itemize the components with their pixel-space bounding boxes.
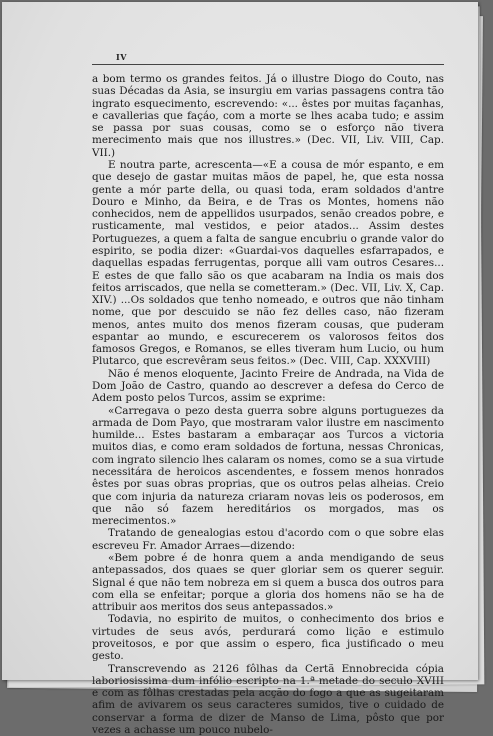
paragraph-todavia: Todavia, no espirito de muitos, o conhecimento dos brios e virtudes de seus avós, perdurará como lição e estimulo proveitosos, e por que assim o espero, fica justificado o meu gesto. [92, 613, 444, 662]
page-number: IV [116, 52, 127, 62]
paragraph-freire-intro: Não é menos eloquente, Jacinto Freire de Andrada, na Vida de Dom João de Castro, quando ao descrever a defesa do Cerco de Adem posto pelos Turcos, assim se exprime: [92, 368, 444, 405]
paragraph-genealogias: Tratando de genealogias estou d'acordo com o que sobre elas escreveu Fr. Amador Arraes—dizendo: [92, 527, 444, 552]
paragraph-transcrevendo: Transcrevendo as 2126 fôlhas da Certã Ennobrecida cópia laboriosissima dum infólio escripto na 1.ª metade do seculo XVIII e com as fôlhas crestadas pela acção do fogo a que as sugeitaram afim de avivarem os seus caracteres sumidos, tive o cuidado de conservar a forma de dizer de Manso de Lima, pôsto que por vezes a achasse um pouco nubelo- [92, 663, 444, 736]
header-rule [92, 64, 444, 65]
paragraph-quote-couto: E noutra parte, acrescenta—«E a cousa de mór espanto, e em que desejo de gastar muitas mãos de papel, he, que esta nossa gente a mór parte della, ou quasi toda, eram soldados d'antre Douro e Minho, da Beira, e de Tras os Montes, homens não conhecidos, nem de appellidos usurpados, senão creados pobre, e rusticamente, mal vestidos, e peior atados... Assim destes Portuguezes, a quem a falta de sangue encubriu o grande valor do espirito, se podia dizer: «Guardai-vos daquelles esfarrapados, e daquellas espadas ferrugentas, porque alli vam outros Cesares... E estes de que fallo são os que acabaram na India os mais dos feitos arriscados, que nella se cometteram.» (Dec. VII, Liv. X, Cap. XIV.) ...Os soldados que tenho nomeado, e outros que não tinham nome, que por descuido se não fez delles caso, não fizeram menos, antes muito dos menos fizeram cousas, que puderam espantar ao mundo, e escurecerem os valorosos feitos dos famosos Gregos, e Romanos, se elles tiveram hum Lucio, ou hum Plutarco, que escrevêram seus feitos.» (Dec. VIII, Cap. XXXVIII) [92, 159, 444, 368]
body-text [92, 73, 444, 736]
page-header [92, 52, 444, 68]
paragraph-arraes-quote: «Bem pobre é de honra quem a anda mendigando de seus antepassados, dos quaes se quer gloriar sem os querer seguir. Signal é que não tem nobreza em si quem a busca dos outros para com ella se enfeitar; porque a gloria dos homens não se ha de attribuir aos meritos dos seus antepassados.» [92, 552, 444, 613]
paragraph-freire-quote: «Carregava o pezo desta guerra sobre alguns portuguezes da armada de Dom Payo, que mostraram valor ilustre em nascimento humilde... Estes bastaram a embaraçar aos Turcos a victoria muitos dias, e como eram soldados de fortuna, nessas Chronicas, com ingrato silencio lhes calaram os nomes, como se a sua virtude necessitára de heroicos ascendentes, e fossem menos honrados êstes por suas obras proprias, que os outros pelas alheias. Creio que com injuria da natureza criaram novas leis os poderosos, em que não só fazem hereditários os morgados, mas os merecimentos.» [92, 405, 444, 528]
paragraph-continuation: a bom termo os grandes feitos. Já o illustre Diogo do Couto, nas suas Décadas da Asia, se insurgiu em varias passagens contra tão ingrato esquecimento, escrevendo: «... êstes por muitas façanhas, e cavallerias que façáo, com a morte se lhes acaba tudo; e assim se passa por suas cousas, como se o esforço não tivera merecimento mais que nos illustres.» (Dec. VII, Liv. VIII, Cap. VII.) [92, 73, 444, 159]
